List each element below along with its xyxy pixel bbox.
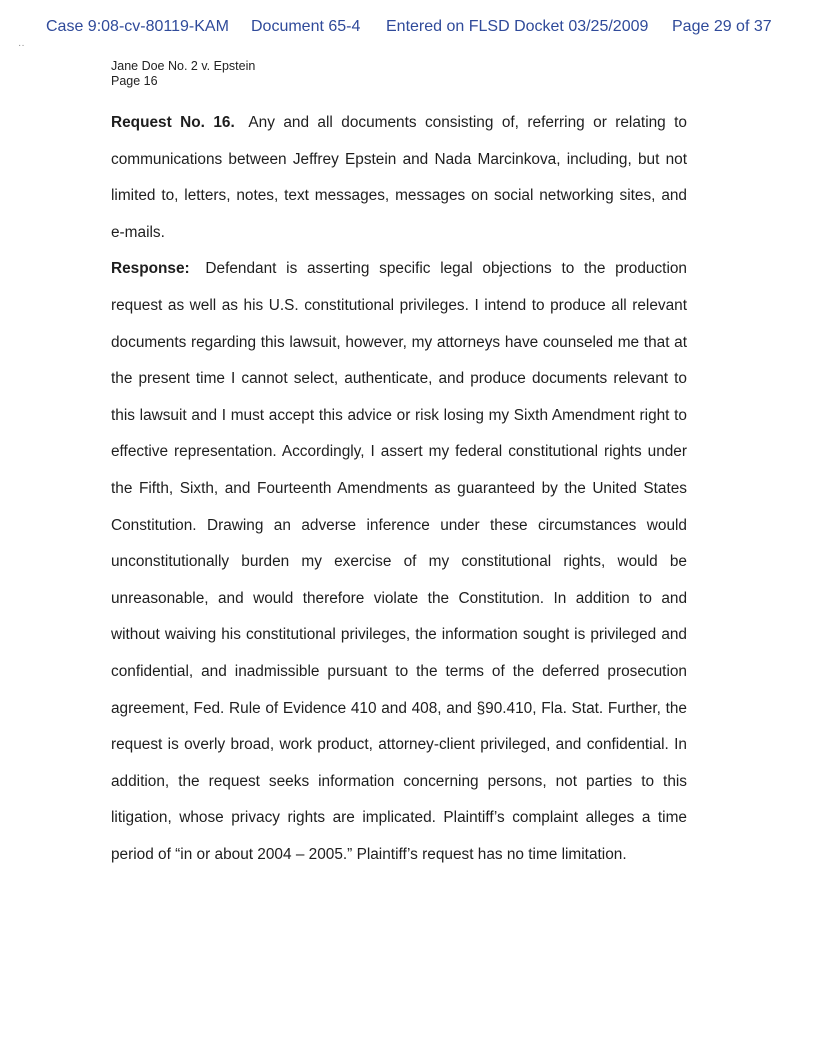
request-label: Request No. 16. [111, 114, 235, 131]
running-head [111, 59, 255, 89]
request-paragraph [111, 105, 687, 251]
ecf-case-number: Case 9:08-cv-80119-KAM [46, 18, 229, 35]
ecf-filing-header [0, 17, 816, 37]
case-caption: Jane Doe No. 2 v. Epstein [111, 59, 256, 73]
response-text: Defendant is asserting specific legal objections to the production request as well as his U.S. constitutional privileges. I intend to produce all relevant documents regarding this lawsuit, however, my attorneys have counseled me that at the present time I cannot select, authenticate, and produce documents relevant to this lawsuit and I must accept this advice or risk losing my Sixth Amendment right to effective representation. Accordingly, I assert my federal constitutional rights under the Fifth, Sixth, and Fourteenth Amendments as guaranteed by the United States Constitution. Drawing an adverse inference under these circumstances would unconstitutionally burden my exercise of my constitutional rights, would be unreasonable, and would therefore violate the Constitution. In addition to and without waiving his constitutional privileges, the information sought is privileged and confidential, and inadmissible pursuant to the terms of the deferred prosecution agreement, Fed. Rule of Evidence 410 and 408, and §90.410, Fla. Stat. Further, the request is overly broad, work product, attorney-client privileged, and confidential. In addition, the request seeks information concerning persons, not parties to this litigation, whose privacy rights are implicated. Plaintiff’s complaint alleges a time period of “in or about 2004 – 2005.” Plaintiff’s request has no time limitation. [111, 260, 687, 863]
response-label: Response: [111, 260, 190, 278]
ecf-entered-date: Entered on FLSD Docket 03/25/2009 [386, 18, 649, 35]
ecf-document-number: Document 65-4 [251, 18, 361, 35]
page-label: Page 16 [111, 74, 158, 88]
ecf-page-count: Page 29 of 37 [672, 18, 772, 35]
document-body [111, 105, 687, 873]
response-paragraph [111, 251, 687, 873]
scan-speck: ·· [18, 40, 25, 51]
request-text: Any and all documents consisting of, referring or relating to communications between Jeffrey Epstein and Nada Marcinkova, including, but not limited to, letters, notes, text messages, messages on social networking sites, and e-mails. [111, 114, 687, 241]
